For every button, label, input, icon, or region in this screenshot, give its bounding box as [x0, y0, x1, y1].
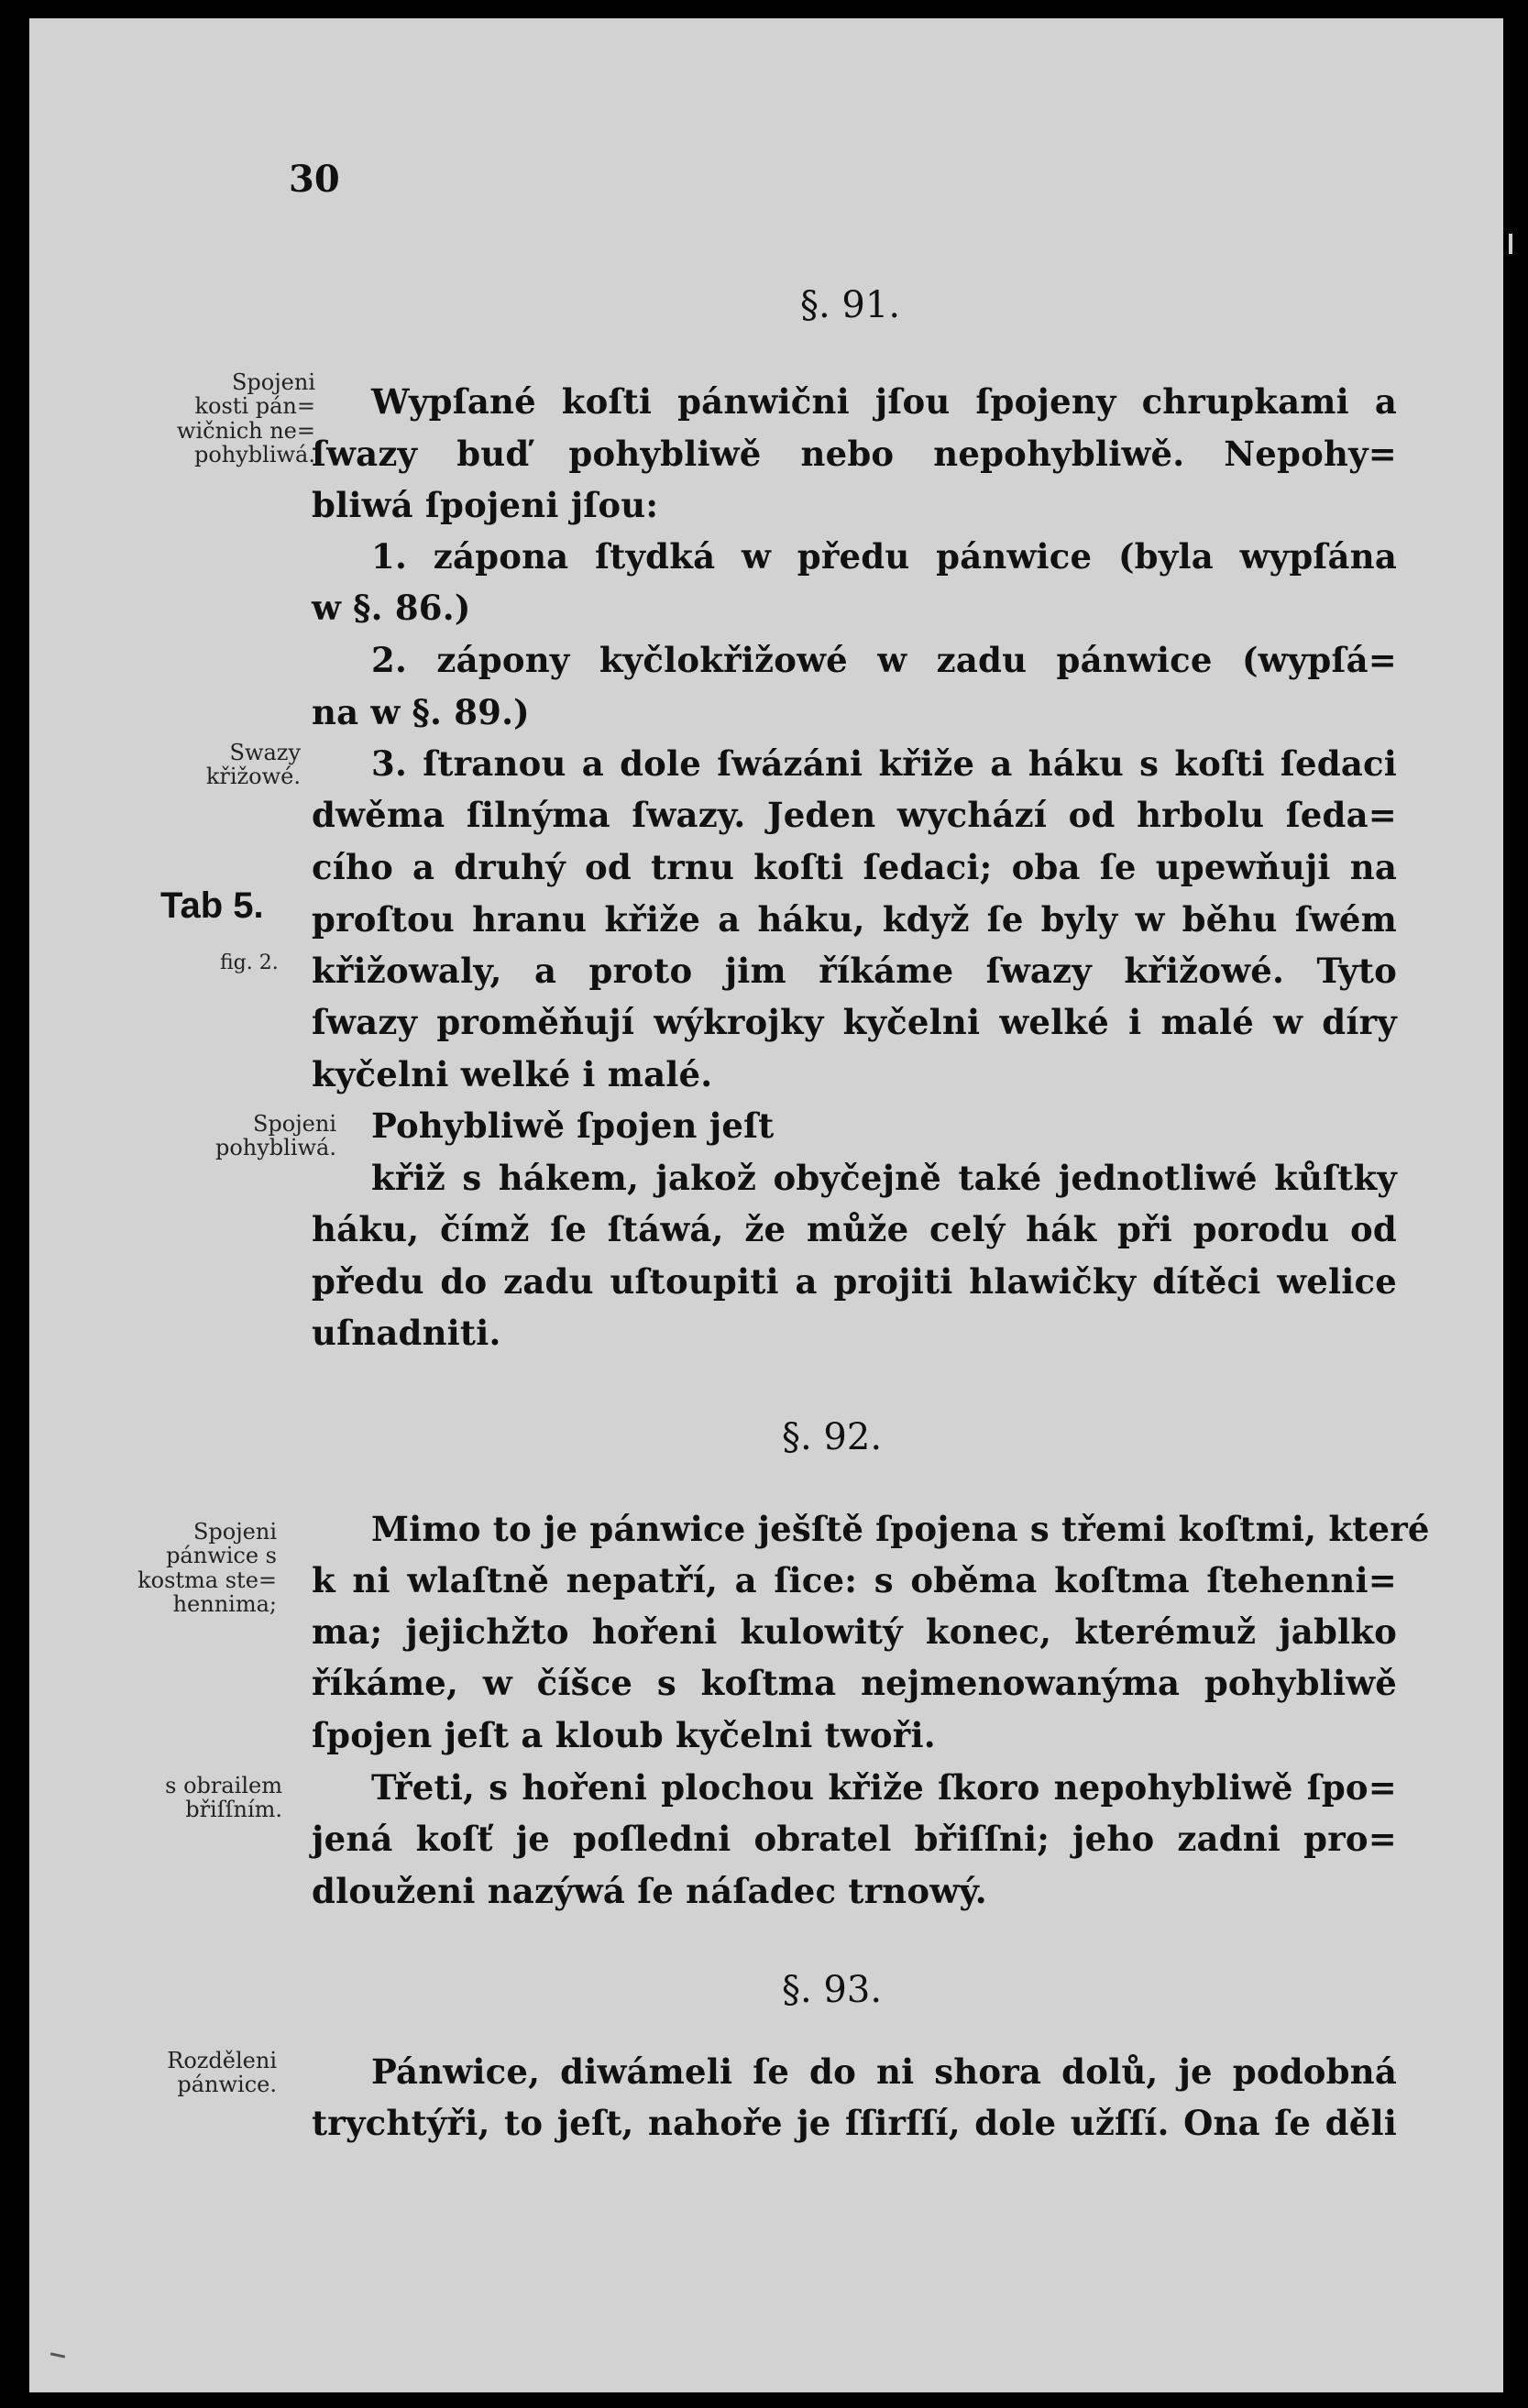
text-line: dlouženi nazýwá ſe náſadec trnowý.: [312, 1871, 987, 1911]
margin-note-line: pánwice.: [177, 2072, 277, 2098]
text-line: kyčelni welké i malé.: [312, 1054, 713, 1094]
margin-note-line: pohybliwá.: [214, 1135, 336, 1161]
text-line: křiž s hákem, jakož obyčejně také jednotliwé kůſtky: [371, 1158, 1397, 1198]
text-line: trychtýři, to jeſt, nahoře je ſſirſſí, dole užſſí. Ona ſe děli: [312, 2103, 1397, 2143]
margin-note-spojeni-pohybliwa: [153, 1112, 336, 1160]
section-heading-91: §. 91.: [800, 284, 901, 326]
figure-reference: fig. 2.: [220, 951, 279, 974]
text-line: jená koſť je poſledni obratel břiſſni; jeho zadni pro=: [312, 1819, 1397, 1859]
margin-note-line: břiſſním.: [185, 1797, 282, 1823]
text-line: 3. ſtranou a dole ſwázáni křiže a háku s koſti ſedaci: [371, 743, 1397, 784]
text-line: Pánwice, diwámeli ſe do ni shora dolů, je podobná: [371, 2051, 1397, 2092]
text-line: Pohybliwě ſpojen jeſt: [371, 1105, 775, 1146]
margin-note-line: Swazy: [229, 740, 301, 765]
text-line: 2. zápony kyčlokřižowé w zadu pánwice (wypſá=: [371, 640, 1397, 680]
text-line: Mimo to je pánwice ješſtě ſpojena s třemi koſtmi, které: [371, 1509, 1430, 1549]
text-line: dwěma ſilnýma ſwazy. Jeden wychází od hrbolu ſeda=: [312, 795, 1397, 835]
margin-note-line: kosti pán=: [194, 393, 315, 420]
text-line: říkáme, w číšce s koſtma nejmenowanýma pohybliwě: [312, 1663, 1397, 1703]
page-edge-mark: [1509, 234, 1512, 254]
margin-note-line: s obrailem: [165, 1773, 282, 1798]
text-line: ſpojen jeſt a kloub kyčelni twoři.: [312, 1715, 936, 1755]
text-line: proſtou hranu křiže a háku, když ſe byly w běhu ſwém: [312, 899, 1397, 940]
text-line: ſwazy proměňují wýkrojky kyčelni welké i malé w díry: [312, 1002, 1397, 1042]
tab-reference: Tab 5.: [160, 885, 264, 926]
text-line: předu do zadu uſtoupiti a projiti hlawičky dítěci welice: [312, 1261, 1397, 1302]
margin-note-rozdeleni-panwice: [93, 2049, 277, 2097]
margin-note-line: Spojeni: [231, 369, 315, 395]
text-line: háku, čímž ſe ſtáwá, že může celý hák při porodu od: [312, 1209, 1397, 1249]
page-number: 30: [289, 158, 340, 201]
text-line: uſnadniti.: [312, 1313, 501, 1353]
margin-note-swazy-krizowe: [117, 741, 301, 789]
margin-note-line: kostma ste=: [137, 1567, 277, 1593]
margin-note-line: křižowé.: [205, 764, 301, 790]
text-line: ma; jejichžto hořeni kulowitý konec, kterémuž jablko: [312, 1611, 1397, 1652]
text-line: w §. 86.): [312, 588, 471, 628]
text-line: bliwá ſpojeni jſou:: [312, 485, 659, 525]
margin-note-line: wičnich ne=: [176, 417, 315, 444]
text-line: Třeti, s hořeni plochou křiže ſkoro nepohybliwě ſpo=: [371, 1767, 1397, 1808]
text-line: cího a druhý od trnu koſti ſedaci; oba ſe upewňuji na: [312, 847, 1397, 887]
text-line: 1. zápona ſtydká w předu pánwice (byla wypſána: [371, 536, 1397, 577]
margin-note-spojeni-nepohybliwa: [132, 370, 315, 467]
text-line: křižowaly, a proto jim říkáme ſwazy křižowé. Tyto: [312, 951, 1397, 991]
margin-note-line: pánwice s: [166, 1543, 277, 1569]
margin-note-line: pohybliwá.: [193, 442, 315, 468]
margin-note-spojeni-stehennima: [93, 1520, 277, 1617]
text-line: Wypſané koſti pánwični jſou ſpojeny chrupkami a: [371, 381, 1397, 422]
text-line: ſwazy buď pohybliwě nebo nepohybliwě. Nepohy=: [312, 434, 1397, 474]
margin-note-line: Rozděleni: [167, 2048, 277, 2073]
text-line: na w §. 89.): [312, 692, 530, 732]
margin-note-line: Spojeni: [192, 1519, 277, 1545]
margin-note-obratel-brissni: [99, 1774, 282, 1822]
section-heading-92: §. 92.: [782, 1416, 883, 1458]
section-heading-93: §. 93.: [782, 1969, 883, 2011]
margin-note-line: hennima;: [172, 1591, 277, 1618]
text-line: k ni wlaſtně nepatří, a ſice: s oběma koſtma ſtehenni=: [312, 1560, 1397, 1600]
margin-note-line: Spojeni: [252, 1111, 336, 1137]
